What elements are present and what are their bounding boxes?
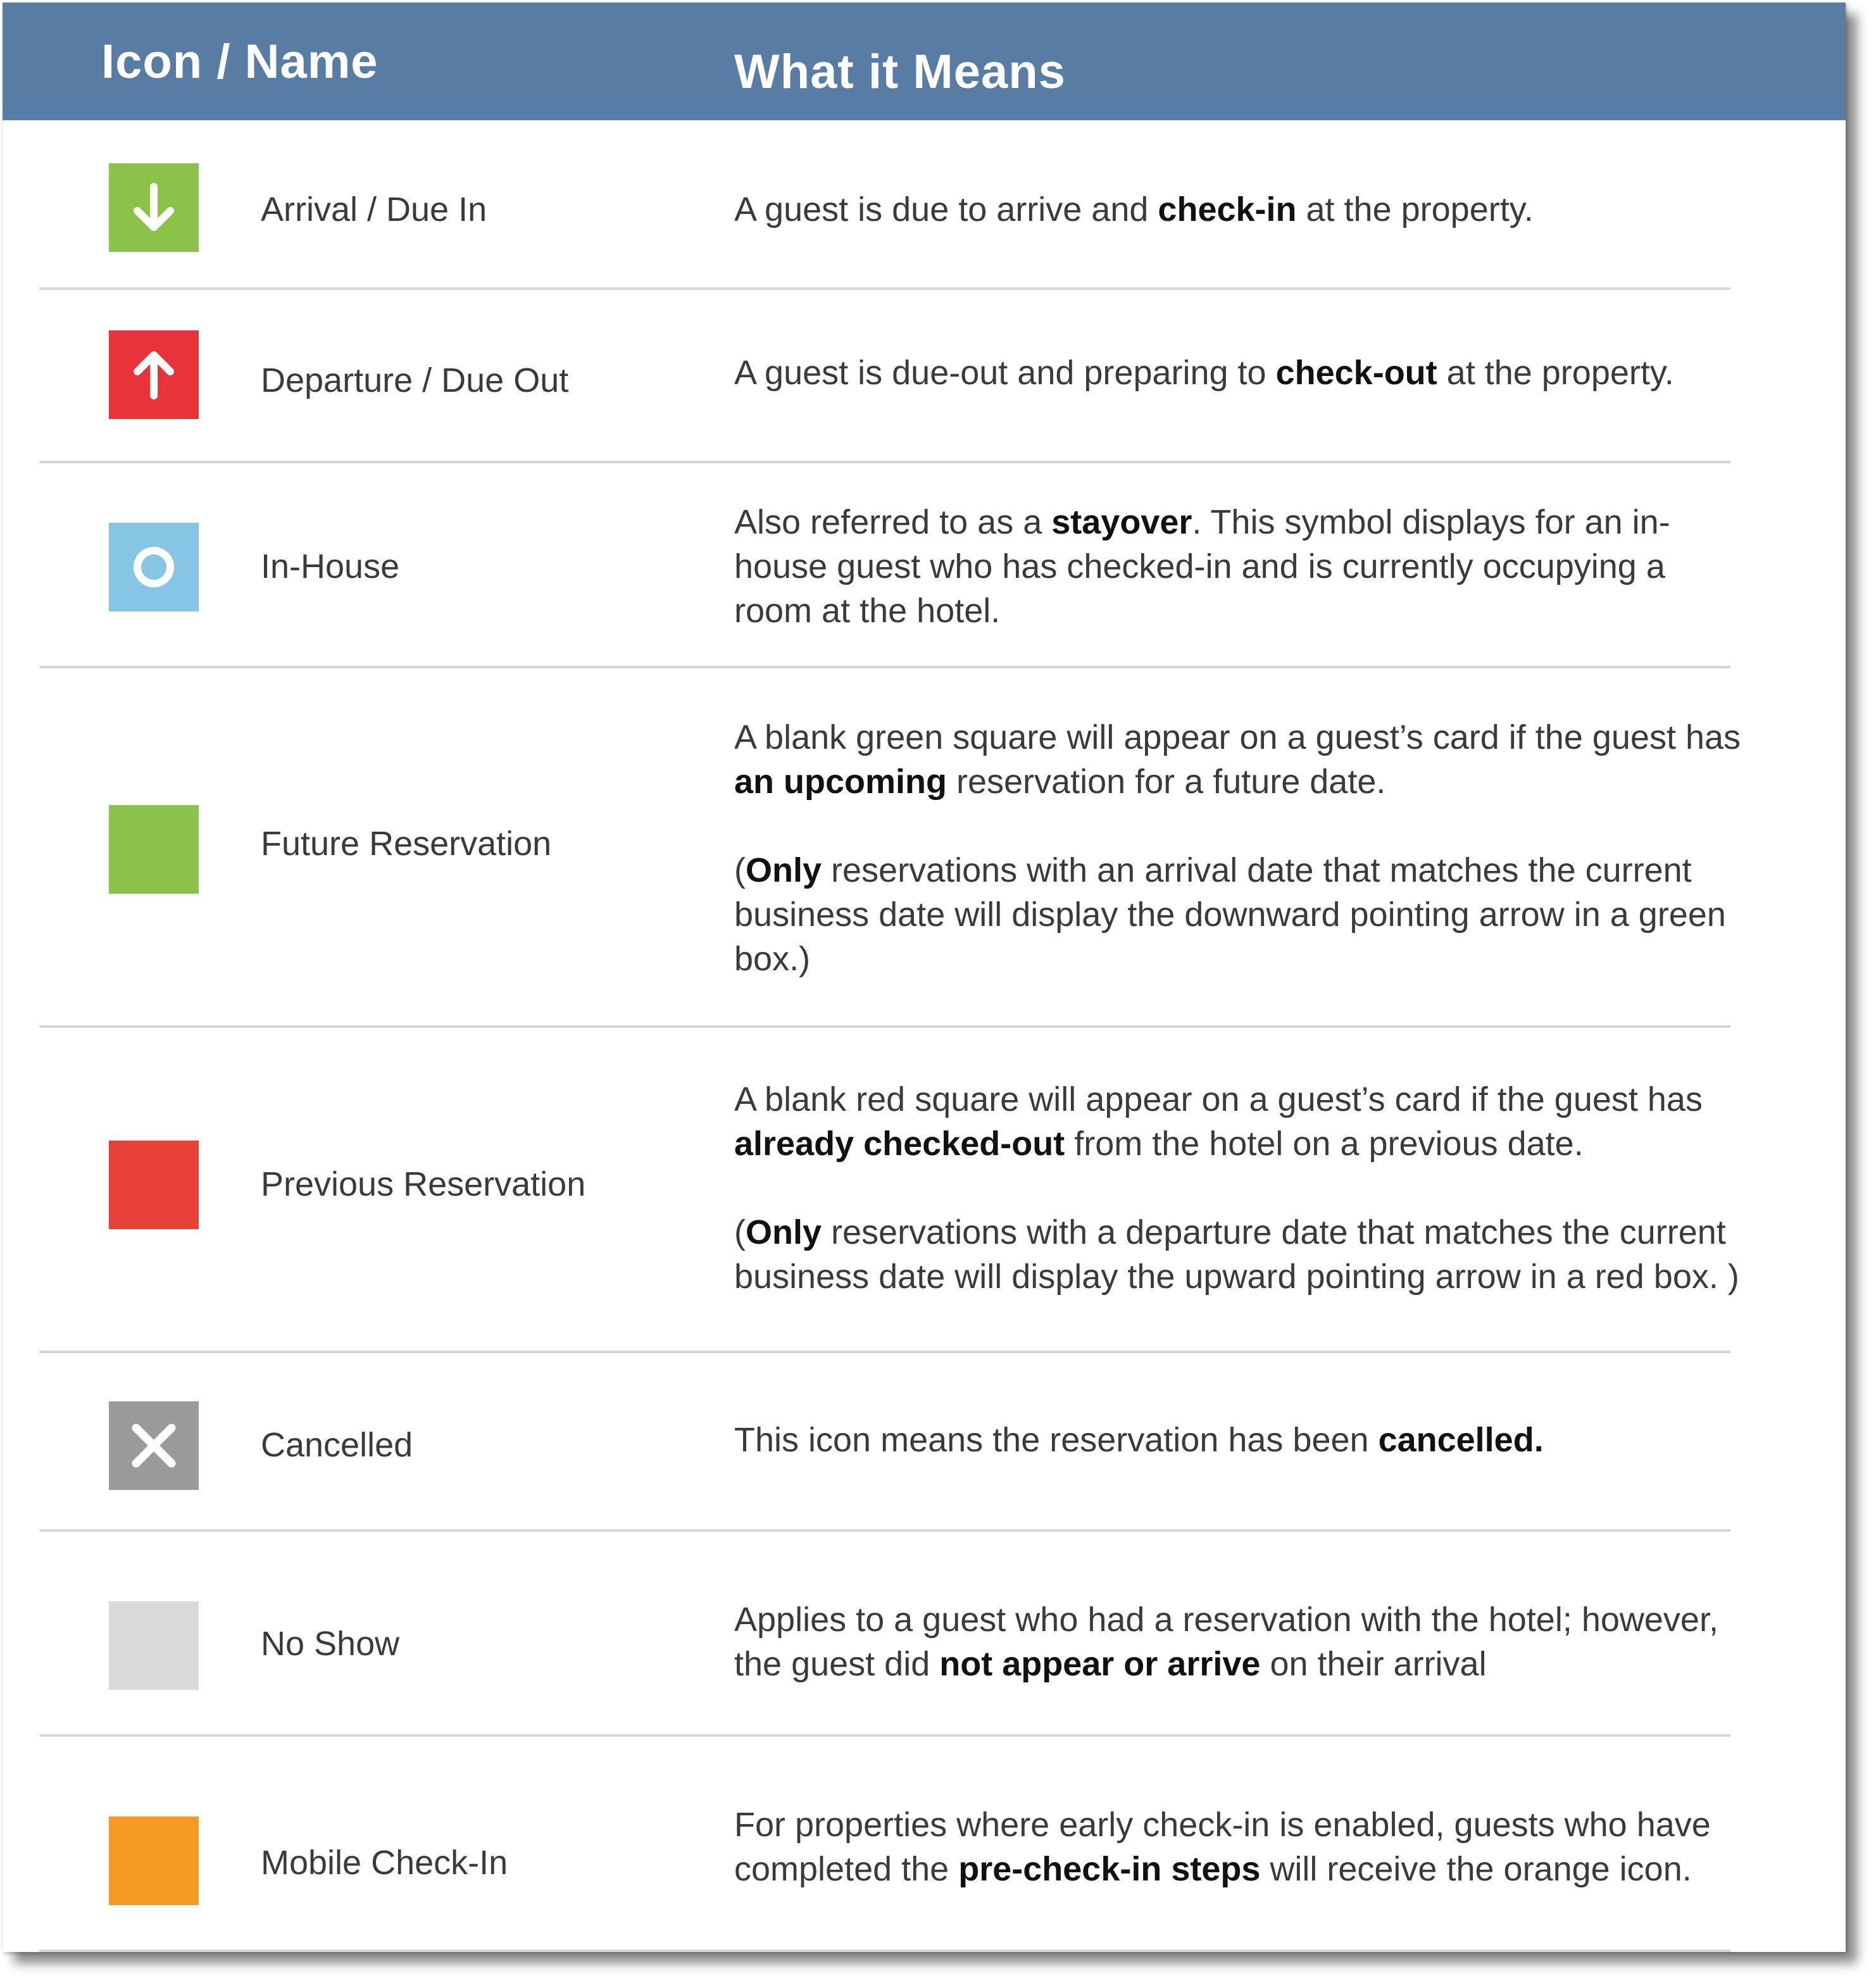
- row-name: Arrival / Due In: [261, 191, 487, 228]
- row-description: A guest is due to arrive and check-in at the property.: [734, 191, 1534, 228]
- column-header-icon-name: Icon / Name: [101, 35, 378, 89]
- row-description: A blank green square will appear on a guest’s card if the guest has an upcoming reservation for a future date. (Only reservations with an arrival date that matches the current business date will display the downward pointing arrow in a green box.): [734, 718, 1741, 978]
- table-row-future-reservation: [39, 668, 1741, 1028]
- arrow-down-icon: [109, 163, 199, 252]
- green-square-icon: [109, 805, 199, 894]
- row-name: Cancelled: [261, 1426, 413, 1464]
- column-header-meaning: What it Means: [734, 45, 1066, 99]
- orange-square-icon: [109, 1817, 199, 1905]
- table-header: [3, 3, 1846, 120]
- icon-legend-card: [3, 3, 1846, 1952]
- row-name: Mobile Check-In: [261, 1844, 508, 1882]
- table-row-previous-reservation: [39, 1028, 1739, 1353]
- row-name: No Show: [261, 1625, 400, 1663]
- table-row-cancelled: [39, 1353, 1730, 1532]
- table-row-mobile-check-in: [39, 1737, 1730, 1952]
- circle-icon: [109, 523, 199, 611]
- row-description: A blank red square will appear on a guest’s card if the guest has already checked-out from the hotel on a previous date. (Only reservations with a departure date that matches the current business date will display the upward pointing arrow in a red box. ): [734, 1080, 1739, 1296]
- row-description: Applies to a guest who had a reservation with the hotel; however, the guest did not appear or arrive on their arrival: [734, 1601, 1718, 1683]
- row-name: Previous Reservation: [261, 1165, 586, 1203]
- row-description: A guest is due-out and preparing to check-out at the property.: [734, 354, 1674, 392]
- x-icon: [109, 1401, 199, 1490]
- table-row-no-show: [39, 1532, 1730, 1737]
- row-name: In-House: [261, 547, 400, 585]
- table-row-arrival: [39, 120, 1730, 290]
- table-row-in-house: [39, 463, 1730, 668]
- row-name: Future Reservation: [261, 825, 552, 863]
- gray-square-icon: [109, 1601, 199, 1690]
- row-description: This icon means the reservation has been cancelled.: [734, 1421, 1544, 1459]
- row-description: Also referred to as a stayover. This symbol displays for an in-house guest who has checked-in and is currently occupying a room at the hotel.: [734, 503, 1670, 630]
- row-name: Departure / Due Out: [261, 361, 569, 399]
- arrow-up-icon: [109, 330, 199, 419]
- red-square-icon: [109, 1141, 199, 1229]
- table-row-departure: [39, 290, 1730, 463]
- row-description: For properties where early check-in is enabled, guests who have completed the pre-check-in steps will receive the orange icon.: [734, 1806, 1711, 1888]
